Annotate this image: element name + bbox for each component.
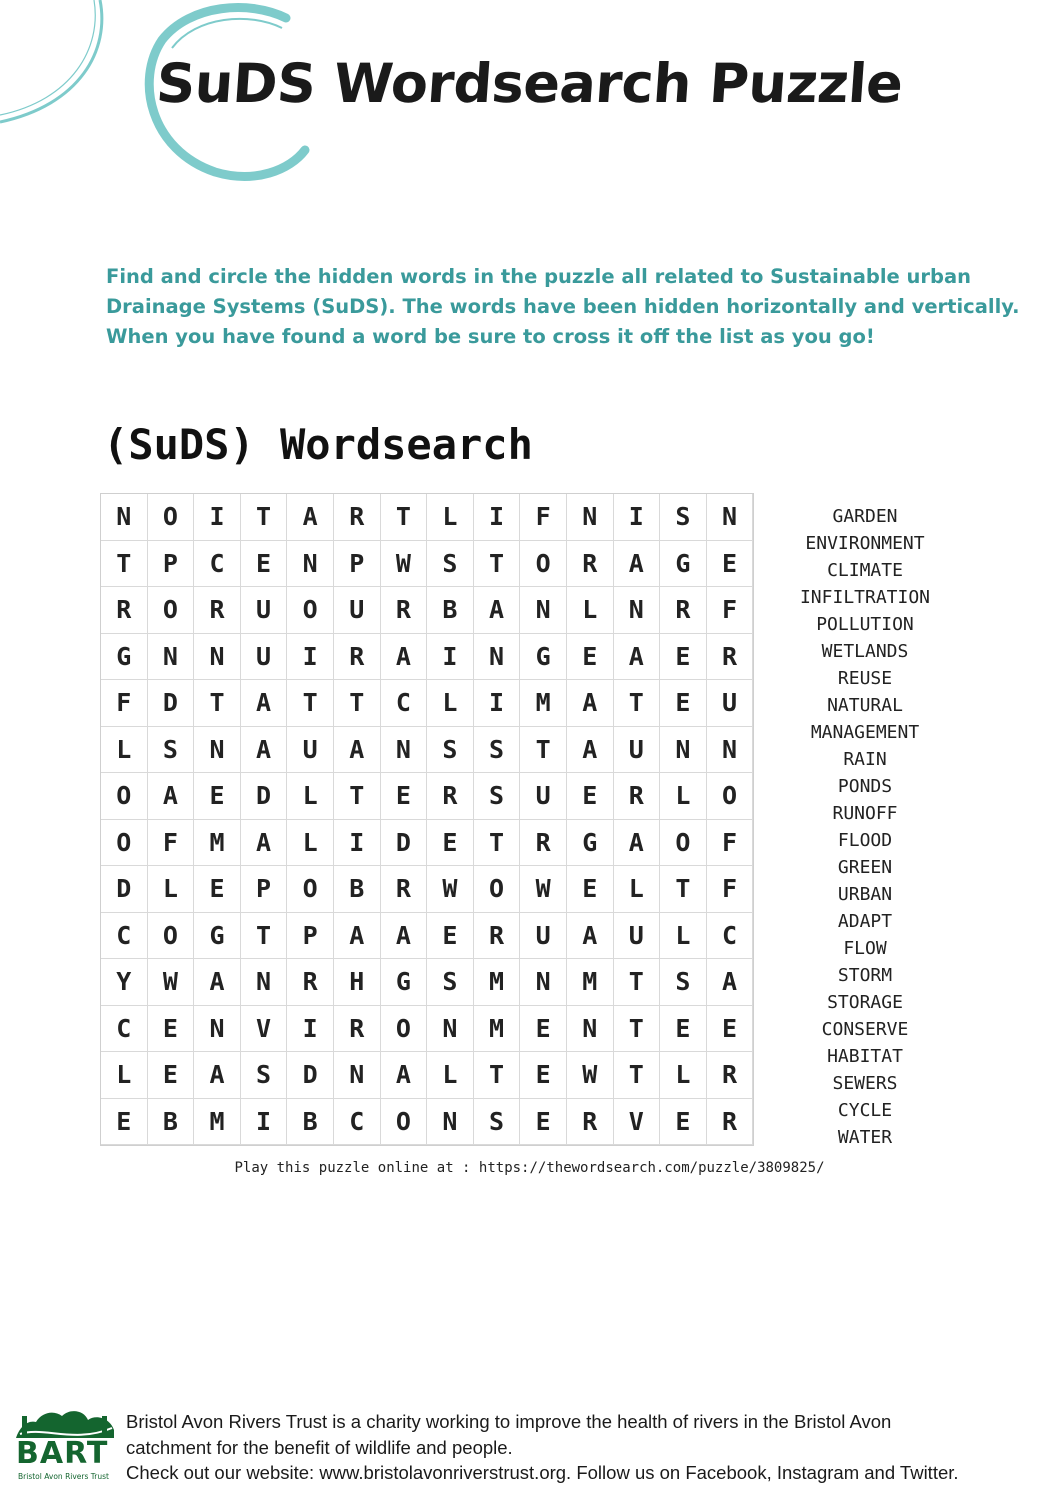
grid-cell[interactable]: P (287, 913, 334, 960)
grid-cell[interactable]: O (381, 1099, 428, 1146)
grid-cell[interactable]: L (287, 773, 334, 820)
grid-cell[interactable]: O (707, 773, 754, 820)
grid-cell[interactable]: A (194, 959, 241, 1006)
grid-cell[interactable]: O (148, 913, 195, 960)
word-list-item: CONSERVE (821, 1019, 909, 1040)
grid-cell[interactable]: N (520, 959, 567, 1006)
grid-cell[interactable]: R (287, 959, 334, 1006)
grid-cell[interactable]: T (241, 494, 288, 541)
grid-cell[interactable]: R (334, 634, 381, 681)
grid-cell[interactable]: E (381, 773, 428, 820)
grid-cell[interactable]: E (567, 773, 614, 820)
logo-text: BART (16, 1436, 109, 1471)
grid-cell[interactable]: C (334, 1099, 381, 1146)
grid-cell[interactable]: B (148, 1099, 195, 1146)
grid-cell[interactable]: N (334, 1052, 381, 1099)
grid-cell[interactable]: U (614, 727, 661, 774)
grid-cell[interactable]: R (567, 1099, 614, 1146)
word-list-item: STORM (837, 965, 893, 986)
grid-cell[interactable]: L (427, 1052, 474, 1099)
grid-cell[interactable]: M (194, 820, 241, 867)
grid-cell[interactable]: S (241, 1052, 288, 1099)
grid-cell[interactable]: N (474, 634, 521, 681)
grid-cell[interactable]: G (520, 634, 567, 681)
grid-cell[interactable]: U (334, 587, 381, 634)
grid-cell[interactable]: S (474, 773, 521, 820)
grid-cell[interactable]: I (241, 1099, 288, 1146)
grid-cell[interactable]: N (520, 587, 567, 634)
grid-cell[interactable]: G (194, 913, 241, 960)
grid-cell[interactable]: R (381, 587, 428, 634)
grid-cell[interactable]: A (381, 634, 428, 681)
grid-cell[interactable]: A (241, 727, 288, 774)
grid-cell[interactable]: V (614, 1099, 661, 1146)
grid-cell[interactable]: L (660, 1052, 707, 1099)
grid-cell[interactable]: R (427, 773, 474, 820)
grid-cell[interactable]: R (381, 866, 428, 913)
grid-cell[interactable]: R (194, 587, 241, 634)
word-list-item: URBAN (837, 884, 893, 905)
grid-cell[interactable]: T (334, 680, 381, 727)
grid-cell[interactable]: D (148, 680, 195, 727)
grid-cell[interactable]: U (520, 913, 567, 960)
grid-cell[interactable]: A (334, 913, 381, 960)
grid-cell[interactable]: P (334, 541, 381, 588)
grid-cell[interactable]: E (707, 541, 754, 588)
grid-cell[interactable]: B (334, 866, 381, 913)
logo-subtext: Bristol Avon Rivers Trust (18, 1472, 109, 1481)
grid-cell[interactable]: M (474, 959, 521, 1006)
grid-cell[interactable]: E (520, 1099, 567, 1146)
grid-cell[interactable]: I (334, 820, 381, 867)
grid-cell[interactable]: T (474, 541, 521, 588)
grid-cell[interactable]: T (381, 494, 428, 541)
grid-cell[interactable]: U (287, 727, 334, 774)
grid-cell[interactable]: U (241, 587, 288, 634)
grid-cell[interactable]: O (101, 820, 148, 867)
grid-cell[interactable]: E (427, 913, 474, 960)
grid-cell[interactable]: O (660, 820, 707, 867)
footer-line: Bristol Avon Rivers Trust is a charity working to improve the health of rivers in the Bristol Avon (126, 1411, 892, 1432)
grid-cell[interactable]: I (614, 494, 661, 541)
grid-cell[interactable]: N (660, 727, 707, 774)
grid-cell[interactable]: A (241, 820, 288, 867)
grid-cell[interactable]: S (427, 959, 474, 1006)
grid-cell[interactable]: L (287, 820, 334, 867)
grid-cell[interactable]: I (194, 494, 241, 541)
grid-cell[interactable]: I (287, 1006, 334, 1053)
grid-cell[interactable]: R (474, 913, 521, 960)
grid-cell[interactable]: O (287, 866, 334, 913)
grid-cell[interactable]: S (660, 959, 707, 1006)
word-list-item: INFILTRATION (799, 587, 931, 608)
grid-cell[interactable]: F (707, 820, 754, 867)
grid-cell[interactable]: P (148, 541, 195, 588)
word-list-item: GREEN (837, 857, 893, 878)
grid-cell[interactable]: A (614, 541, 661, 588)
grid-cell[interactable]: S (427, 541, 474, 588)
grid-cell[interactable]: O (520, 541, 567, 588)
grid-cell[interactable]: A (707, 959, 754, 1006)
grid-cell[interactable]: E (520, 1006, 567, 1053)
grid-cell[interactable]: N (427, 1006, 474, 1053)
grid-cell[interactable]: A (148, 773, 195, 820)
grid-cell[interactable]: U (520, 773, 567, 820)
grid-cell[interactable]: T (520, 727, 567, 774)
grid-cell[interactable]: A (381, 1052, 428, 1099)
grid-cell[interactable]: A (241, 680, 288, 727)
grid-cell[interactable]: I (287, 634, 334, 681)
instructions-line: When you have found a word be sure to cross it off the list as you go! (106, 325, 875, 348)
grid-cell[interactable]: T (614, 1052, 661, 1099)
footer-line: catchment for the benefit of wildlife and people. (126, 1436, 513, 1458)
word-list-item: PONDS (837, 776, 893, 797)
grid-cell[interactable]: G (660, 541, 707, 588)
grid-cell[interactable]: T (614, 680, 661, 727)
grid-cell[interactable]: R (707, 1099, 754, 1146)
grid-cell[interactable]: T (241, 913, 288, 960)
grid-cell[interactable]: U (707, 680, 754, 727)
grid-cell[interactable]: N (707, 494, 754, 541)
word-list-item: FLOW (843, 938, 887, 959)
word-list-item: RAIN (843, 749, 887, 770)
grid-cell[interactable]: O (101, 773, 148, 820)
grid-cell[interactable]: O (474, 866, 521, 913)
grid-cell[interactable]: T (614, 1006, 661, 1053)
grid-cell[interactable]: N (427, 1099, 474, 1146)
grid-cell[interactable]: U (241, 634, 288, 681)
word-list-item: ENVIRONMENT (805, 533, 925, 554)
grid-cell[interactable]: P (241, 866, 288, 913)
word-list-item: POLLUTION (816, 614, 914, 635)
grid-cell[interactable]: O (287, 587, 334, 634)
grid-cell[interactable]: E (660, 634, 707, 681)
grid-cell[interactable]: W (567, 1052, 614, 1099)
grid-cell[interactable]: L (567, 587, 614, 634)
grid-cell[interactable]: N (287, 541, 334, 588)
grid-cell[interactable]: A (287, 494, 334, 541)
grid-cell[interactable]: E (427, 820, 474, 867)
grid-cell[interactable]: M (474, 1006, 521, 1053)
letter-grid (100, 493, 754, 1146)
grid-cell[interactable]: S (474, 727, 521, 774)
grid-cell[interactable]: E (101, 1099, 148, 1146)
grid-cell[interactable]: D (287, 1052, 334, 1099)
grid-cell[interactable]: F (707, 587, 754, 634)
grid-cell[interactable]: W (148, 959, 195, 1006)
grid-cell[interactable]: G (381, 959, 428, 1006)
grid-cell[interactable]: R (707, 634, 754, 681)
grid-cell[interactable]: O (381, 1006, 428, 1053)
grid-cell[interactable]: A (614, 820, 661, 867)
grid-cell[interactable]: I (474, 494, 521, 541)
grid-cell[interactable]: R (101, 587, 148, 634)
grid-cell[interactable]: N (241, 959, 288, 1006)
grid-cell[interactable]: N (567, 494, 614, 541)
page-title: SuDS Wordsearch Puzzle (154, 52, 905, 115)
grid-cell[interactable]: E (241, 541, 288, 588)
grid-cell[interactable]: E (148, 1052, 195, 1099)
grid-cell[interactable]: H (334, 959, 381, 1006)
word-list-item: SEWERS (832, 1073, 898, 1094)
grid-cell[interactable]: E (567, 634, 614, 681)
grid-cell[interactable]: W (520, 866, 567, 913)
grid-cell[interactable]: C (101, 913, 148, 960)
grid-cell[interactable]: W (427, 866, 474, 913)
grid-cell[interactable]: D (101, 866, 148, 913)
grid-cell[interactable]: T (614, 959, 661, 1006)
grid-cell[interactable]: T (194, 680, 241, 727)
grid-cell[interactable]: L (427, 494, 474, 541)
grid-cell[interactable]: A (567, 727, 614, 774)
grid-cell[interactable]: L (660, 913, 707, 960)
grid-cell[interactable]: R (334, 1006, 381, 1053)
grid-cell[interactable]: Y (101, 959, 148, 1006)
grid-cell[interactable]: E (194, 773, 241, 820)
grid-cell[interactable]: R (520, 820, 567, 867)
word-list-item: HABITAT (827, 1046, 903, 1067)
grid-cell[interactable]: L (660, 773, 707, 820)
word-list (790, 503, 940, 1151)
grid-cell[interactable]: E (520, 1052, 567, 1099)
grid-cell[interactable]: N (614, 587, 661, 634)
grid-cell[interactable]: N (148, 634, 195, 681)
grid-cell[interactable]: R (660, 587, 707, 634)
word-list-item: WATER (837, 1127, 893, 1148)
grid-cell[interactable]: V (241, 1006, 288, 1053)
grid-cell[interactable]: N (194, 634, 241, 681)
grid-cell[interactable]: N (194, 727, 241, 774)
grid-cell[interactable]: A (334, 727, 381, 774)
grid-cell[interactable]: I (474, 680, 521, 727)
grid-cell[interactable]: B (287, 1099, 334, 1146)
grid-cell[interactable]: S (427, 727, 474, 774)
grid-cell[interactable]: C (707, 913, 754, 960)
grid-cell[interactable]: E (194, 866, 241, 913)
instructions-line: Drainage Systems (SuDS). The words have been hidden horizontally and vertically. (106, 295, 1020, 318)
grid-cell[interactable]: M (194, 1099, 241, 1146)
grid-cell[interactable]: R (567, 541, 614, 588)
grid-cell[interactable]: F (101, 680, 148, 727)
grid-cell[interactable]: C (101, 1006, 148, 1053)
grid-cell[interactable]: A (567, 680, 614, 727)
word-list-item: CYCLE (837, 1100, 893, 1121)
grid-cell[interactable]: E (660, 1099, 707, 1146)
grid-cell[interactable]: T (474, 1052, 521, 1099)
grid-cell[interactable]: C (381, 680, 428, 727)
grid-cell[interactable]: D (381, 820, 428, 867)
grid-cell[interactable]: T (474, 820, 521, 867)
grid-cell[interactable]: T (660, 866, 707, 913)
grid-cell[interactable]: R (707, 1052, 754, 1099)
grid-cell[interactable]: G (101, 634, 148, 681)
word-list-item: CLIMATE (827, 560, 903, 581)
grid-cell[interactable]: M (567, 959, 614, 1006)
grid-cell[interactable]: N (707, 727, 754, 774)
grid-cell[interactable]: C (194, 541, 241, 588)
grid-cell[interactable]: D (241, 773, 288, 820)
word-list-item: STORAGE (827, 992, 903, 1013)
word-list-item: RUNOFF (832, 803, 898, 824)
grid-cell[interactable]: G (567, 820, 614, 867)
grid-cell[interactable]: S (474, 1099, 521, 1146)
grid-cell[interactable]: O (148, 587, 195, 634)
grid-cell[interactable]: T (334, 773, 381, 820)
grid-cell[interactable]: S (660, 494, 707, 541)
grid-cell[interactable]: N (567, 1006, 614, 1053)
grid-cell[interactable]: T (287, 680, 334, 727)
grid-cell[interactable]: W (381, 541, 428, 588)
grid-cell[interactable]: R (614, 773, 661, 820)
grid-cell[interactable]: I (427, 634, 474, 681)
grid-cell[interactable]: S (148, 727, 195, 774)
wordsearch-heading: (SuDS) Wordsearch (103, 420, 533, 469)
instructions (106, 262, 1020, 352)
footer-line: Check out our website: www.bristolavonriverstrust.org. Follow us on Facebook, Instagram and Twitter. (126, 1462, 959, 1483)
grid-cell[interactable]: L (148, 866, 195, 913)
grid-cell[interactable]: N (101, 494, 148, 541)
grid-cell[interactable]: L (614, 866, 661, 913)
grid-cell[interactable]: A (614, 634, 661, 681)
grid-cell[interactable]: F (520, 494, 567, 541)
grid-cell[interactable]: A (381, 913, 428, 960)
instructions-line: Find and circle the hidden words in the puzzle all related to Sustainable urban (106, 265, 972, 288)
grid-cell[interactable]: N (194, 1006, 241, 1053)
grid-cell[interactable]: E (660, 1006, 707, 1053)
grid-cell[interactable]: M (520, 680, 567, 727)
online-link-text: Play this puzzle online at : https://thewordsearch.com/puzzle/3809825/ (234, 1160, 825, 1176)
word-list-item: ADAPT (837, 911, 893, 932)
grid-cell[interactable]: B (427, 587, 474, 634)
grid-cell[interactable]: F (148, 820, 195, 867)
grid-cell[interactable]: L (101, 1052, 148, 1099)
footer-text (126, 1409, 1051, 1486)
word-list-item: REUSE (837, 668, 893, 689)
grid-cell[interactable]: E (660, 680, 707, 727)
grid-cell[interactable]: E (567, 866, 614, 913)
grid-cell[interactable]: A (567, 913, 614, 960)
grid-cell[interactable]: F (707, 866, 754, 913)
word-list-item: WETLANDS (821, 641, 909, 662)
grid-cell[interactable]: L (101, 727, 148, 774)
grid-cell[interactable]: T (101, 541, 148, 588)
grid-cell[interactable]: U (614, 913, 661, 960)
word-list-item: MANAGEMENT (810, 722, 920, 743)
grid-cell[interactable]: R (334, 494, 381, 541)
word-list-item: NATURAL (827, 695, 903, 716)
grid-cell[interactable]: L (427, 680, 474, 727)
grid-cell[interactable]: N (381, 727, 428, 774)
grid-cell[interactable]: A (474, 587, 521, 634)
grid-cell[interactable]: E (707, 1006, 754, 1053)
grid-cell[interactable]: O (148, 494, 195, 541)
grid-cell[interactable]: A (194, 1052, 241, 1099)
word-list-item: GARDEN (832, 506, 898, 527)
grid-cell[interactable]: E (148, 1006, 195, 1053)
word-list-item: FLOOD (837, 830, 893, 851)
